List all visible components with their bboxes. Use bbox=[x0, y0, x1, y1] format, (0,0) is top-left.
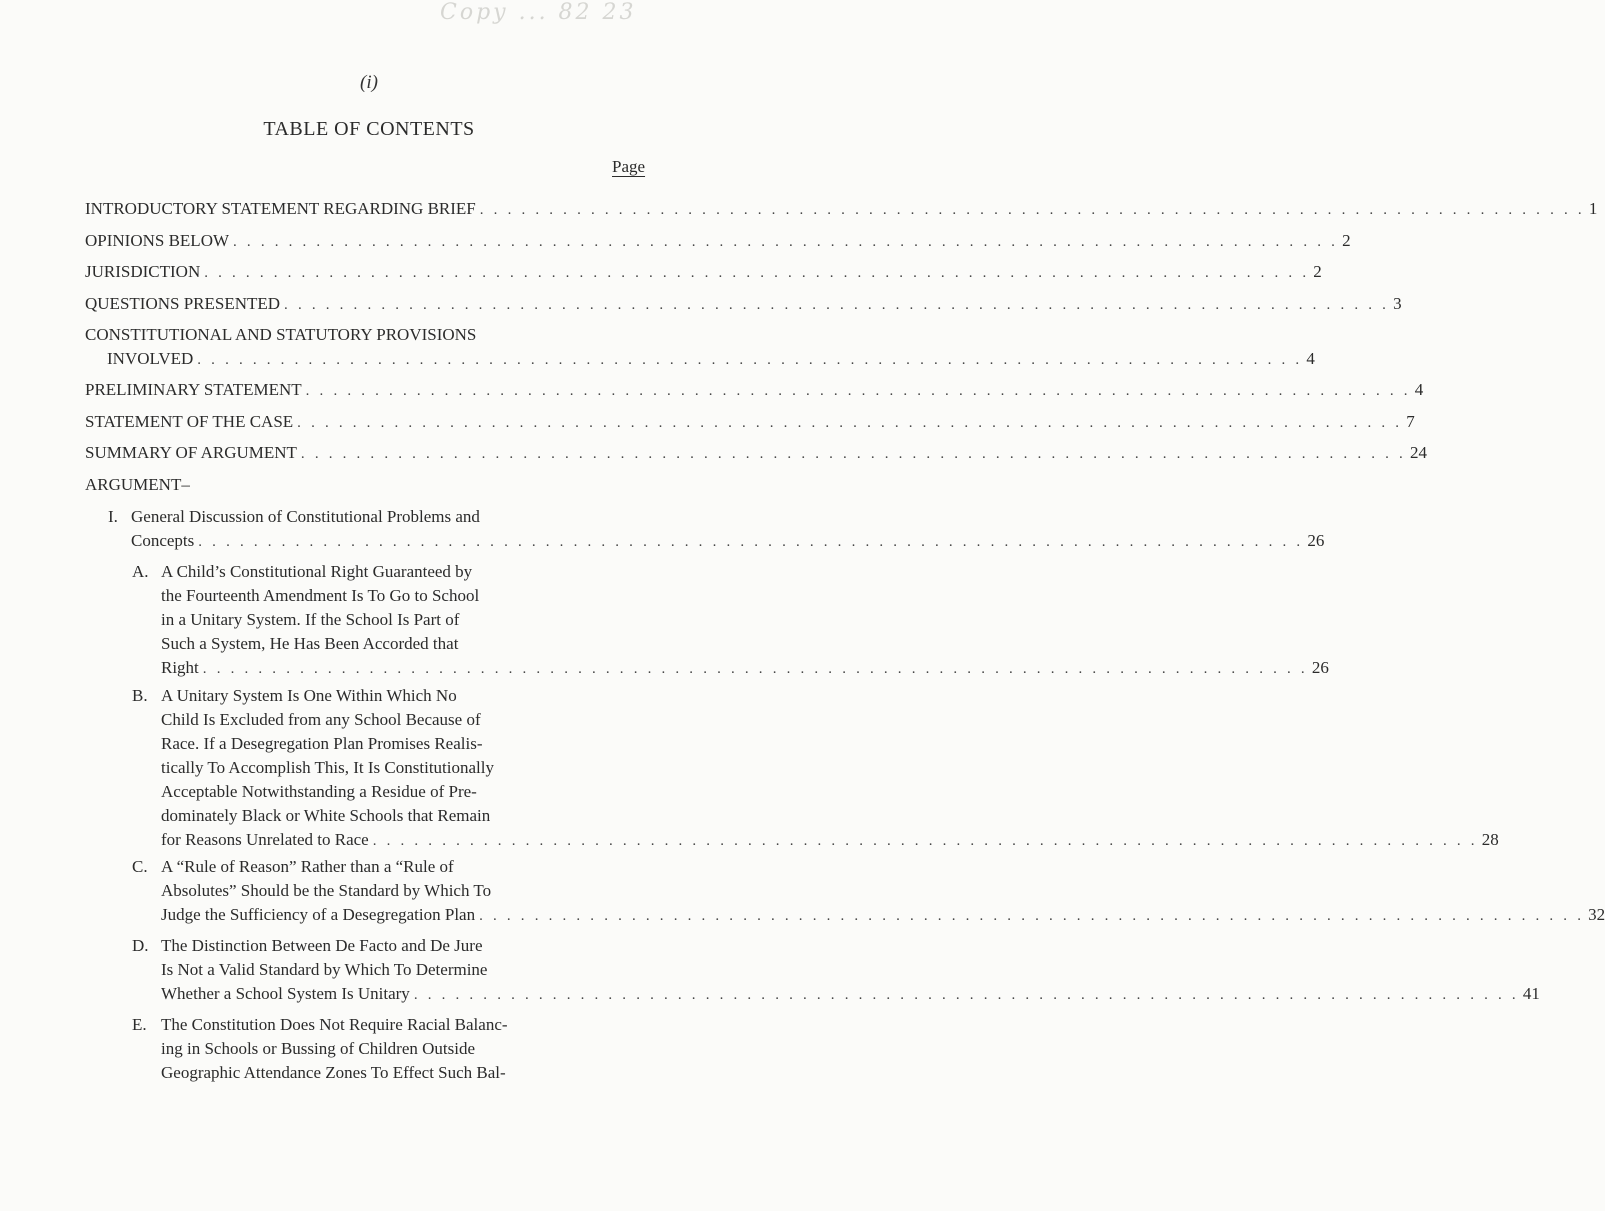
toc-entry-text: Whether a School System Is Unitary bbox=[161, 984, 410, 1003]
toc-entry-text: PRELIMINARY STATEMENT bbox=[85, 380, 302, 399]
toc-entry-label: I. bbox=[108, 507, 118, 526]
dot-leader: . . . . . . . . . . . . . . . . . . . . . . . . . . . . . . . . . . . . . . . . . . . . . . . . . . . . . . . . . . . . . . . . . . . . . . . . . . . . . . . . bbox=[413, 987, 1519, 1003]
toc-entry[interactable] bbox=[85, 473, 664, 497]
toc-entry[interactable] bbox=[85, 378, 1424, 403]
toc-page-number: 2 bbox=[1313, 262, 1322, 281]
toc-page-number: 3 bbox=[1393, 294, 1402, 313]
toc-entry-text: Judge the Sufficiency of a Desegregation Plan bbox=[161, 905, 476, 924]
toc-entry-text: INVOLVED bbox=[107, 349, 194, 368]
toc-entry[interactable] bbox=[85, 260, 1322, 285]
toc-entry-text: Race. If a Desegregation Plan Promises Realis- bbox=[161, 734, 483, 753]
toc-entry-text: A Unitary System Is One Within Which No bbox=[161, 686, 457, 705]
toc-entry-text: ARGUMENT– bbox=[85, 475, 190, 494]
dot-leader: . . . . . . . . . . . . . . . . . . . . . . . . . . . . . . . . . . . . . . . . . . . . . . . . . . . . . . . . . . . . . . . . . . . . . . . . . . . . . . . . bbox=[233, 234, 1339, 250]
dot-leader: . . . . . . . . . . . . . . . . . . . . . . . . . . . . . . . . . . . . . . . . . . . . . . . . . . . . . . . . . . . . . . . . . . . . . . . . . . . . . . . . bbox=[204, 265, 1310, 281]
toc-entry[interactable] bbox=[85, 197, 1598, 222]
toc-entry[interactable] bbox=[85, 292, 1402, 317]
toc-entry-text: Concepts bbox=[131, 531, 195, 550]
toc-entry-text: Child Is Excluded from any School Because of bbox=[161, 710, 481, 729]
toc-entry[interactable] bbox=[131, 505, 1325, 554]
toc-entry-text: JURISDICTION bbox=[85, 262, 201, 281]
dot-leader: . . . . . . . . . . . . . . . . . . . . . . . . . . . . . . . . . . . . . . . . . . . . . . . . . . . . . . . . . . . . . . . . . . . . . . . . . . . . . . . . bbox=[198, 534, 1304, 550]
toc-page-number: 26 bbox=[1311, 658, 1329, 677]
toc-entry[interactable] bbox=[161, 560, 1329, 681]
toc-page-number: 7 bbox=[1406, 412, 1415, 431]
toc-entry-text: The Constitution Does Not Require Racial Balanc- bbox=[161, 1015, 508, 1034]
toc-entry-text: INTRODUCTORY STATEMENT REGARDING BRIEF bbox=[85, 199, 476, 218]
toc-entry-text: The Distinction Between De Facto and De Jure bbox=[161, 936, 483, 955]
toc-page-number: 32 bbox=[1588, 905, 1605, 924]
toc-entry-text: STATEMENT OF THE CASE bbox=[85, 412, 294, 431]
toc-entry-text: SUMMARY OF ARGUMENT bbox=[85, 443, 297, 462]
toc-entry-text: Geographic Attendance Zones To Effect Such Bal- bbox=[161, 1063, 506, 1082]
toc-entry-text: Is Not a Valid Standard by Which To Determine bbox=[161, 960, 488, 979]
toc-entry-text: Such a System, He Has Been Accorded that bbox=[161, 634, 459, 653]
toc-entry[interactable] bbox=[85, 410, 1415, 435]
toc-page-number: 28 bbox=[1481, 830, 1499, 849]
toc-entry-label: B. bbox=[132, 686, 148, 705]
toc-entry-text: OPINIONS BELOW bbox=[85, 231, 230, 250]
toc-entry-text: A Child’s Constitutional Right Guaranteed by bbox=[161, 562, 473, 581]
page-column-label: Page bbox=[612, 157, 646, 176]
toc-entry[interactable] bbox=[85, 441, 1427, 466]
toc-entry-text: in a Unitary System. If the School Is Part of bbox=[161, 610, 460, 629]
toc-page-number: 1 bbox=[1588, 199, 1598, 218]
toc-entry-label: D. bbox=[132, 936, 149, 955]
toc-entry-text: QUESTIONS PRESENTED bbox=[85, 294, 281, 313]
handwritten-scribble: Copy ... 82 23 bbox=[440, 0, 637, 25]
toc-entry-text: A “Rule of Reason” Rather than a “Rule of bbox=[161, 857, 454, 876]
dot-leader: . . . . . . . . . . . . . . . . . . . . . . . . . . . . . . . . . . . . . . . . . . . . . . . . . . . . . . . . . . . . . . . . . . . . . . . . . . . . . . . . bbox=[479, 202, 1585, 218]
toc-entry-text: Acceptable Notwithstanding a Residue of Pre- bbox=[161, 782, 477, 801]
dot-leader: . . . . . . . . . . . . . . . . . . . . . . . . . . . . . . . . . . . . . . . . . . . . . . . . . . . . . . . . . . . . . . . . . . . . . . . . . . . . . . . . bbox=[284, 297, 1390, 313]
toc-entry-label: C. bbox=[132, 857, 148, 876]
toc-page-number: 4 bbox=[1306, 349, 1315, 368]
toc-entry-text: tically To Accomplish This, It Is Constitutionally bbox=[161, 758, 494, 777]
toc-entry[interactable] bbox=[85, 323, 1315, 372]
toc-entry-label: E. bbox=[132, 1015, 147, 1034]
toc-entry[interactable] bbox=[161, 684, 1499, 853]
toc-entry-text: General Discussion of Constitutional Problems and bbox=[131, 507, 480, 526]
dot-leader: . . . . . . . . . . . . . . . . . . . . . . . . . . . . . . . . . . . . . . . . . . . . . . . . . . . . . . . . . . . . . . . . . . . . . . . . . . . . . . . . bbox=[300, 446, 1406, 462]
page-number: (i) bbox=[360, 72, 378, 93]
toc-page-number: 2 bbox=[1342, 231, 1351, 250]
toc-page-number: 24 bbox=[1409, 443, 1427, 462]
page-title: TABLE OF CONTENTS bbox=[263, 118, 475, 140]
toc-entry-text: Absolutes” Should be the Standard by Which To bbox=[161, 881, 492, 900]
toc-page-number: 41 bbox=[1522, 984, 1540, 1003]
dot-leader: . . . . . . . . . . . . . . . . . . . . . . . . . . . . . . . . . . . . . . . . . . . . . . . . . . . . . . . . . . . . . . . . . . . . . . . . . . . . . . . . bbox=[297, 415, 1403, 431]
toc-entry-label: A. bbox=[132, 562, 149, 581]
toc-page-number: 26 bbox=[1307, 531, 1325, 550]
toc-entry[interactable] bbox=[161, 1013, 664, 1085]
toc-entry[interactable] bbox=[161, 855, 1605, 928]
dot-leader: . . . . . . . . . . . . . . . . . . . . . . . . . . . . . . . . . . . . . . . . . . . . . . . . . . . . . . . . . . . . . . . . . . . . . . . . . . . . . . . . bbox=[202, 661, 1308, 677]
dot-leader: . . . . . . . . . . . . . . . . . . . . . . . . . . . . . . . . . . . . . . . . . . . . . . . . . . . . . . . . . . . . . . . . . . . . . . . . . . . . . . . . bbox=[305, 383, 1411, 399]
toc-entry-text: Right bbox=[161, 658, 199, 677]
dot-leader: . . . . . . . . . . . . . . . . . . . . . . . . . . . . . . . . . . . . . . . . . . . . . . . . . . . . . . . . . . . . . . . . . . . . . . . . . . . . . . . . bbox=[479, 908, 1585, 924]
toc-entry-text: dominately Black or White Schools that Remain bbox=[161, 806, 491, 825]
toc-entry-text: the Fourteenth Amendment Is To Go to School bbox=[161, 586, 480, 605]
dot-leader: . . . . . . . . . . . . . . . . . . . . . . . . . . . . . . . . . . . . . . . . . . . . . . . . . . . . . . . . . . . . . . . . . . . . . . . . . . . . . . . . bbox=[197, 352, 1303, 368]
toc-entry[interactable] bbox=[161, 934, 1540, 1007]
toc-page-number: 4 bbox=[1414, 380, 1424, 399]
dot-leader: . . . . . . . . . . . . . . . . . . . . . . . . . . . . . . . . . . . . . . . . . . . . . . . . . . . . . . . . . . . . . . . . . . . . . . . . . . . . . . . . bbox=[372, 833, 1478, 849]
toc-entry-text: ing in Schools or Bussing of Children Outside bbox=[161, 1039, 476, 1058]
toc-entry-text: CONSTITUTIONAL AND STATUTORY PROVISIONS bbox=[85, 325, 477, 344]
toc-entry[interactable] bbox=[85, 229, 1351, 254]
toc-entry-text: for Reasons Unrelated to Race bbox=[161, 830, 369, 849]
